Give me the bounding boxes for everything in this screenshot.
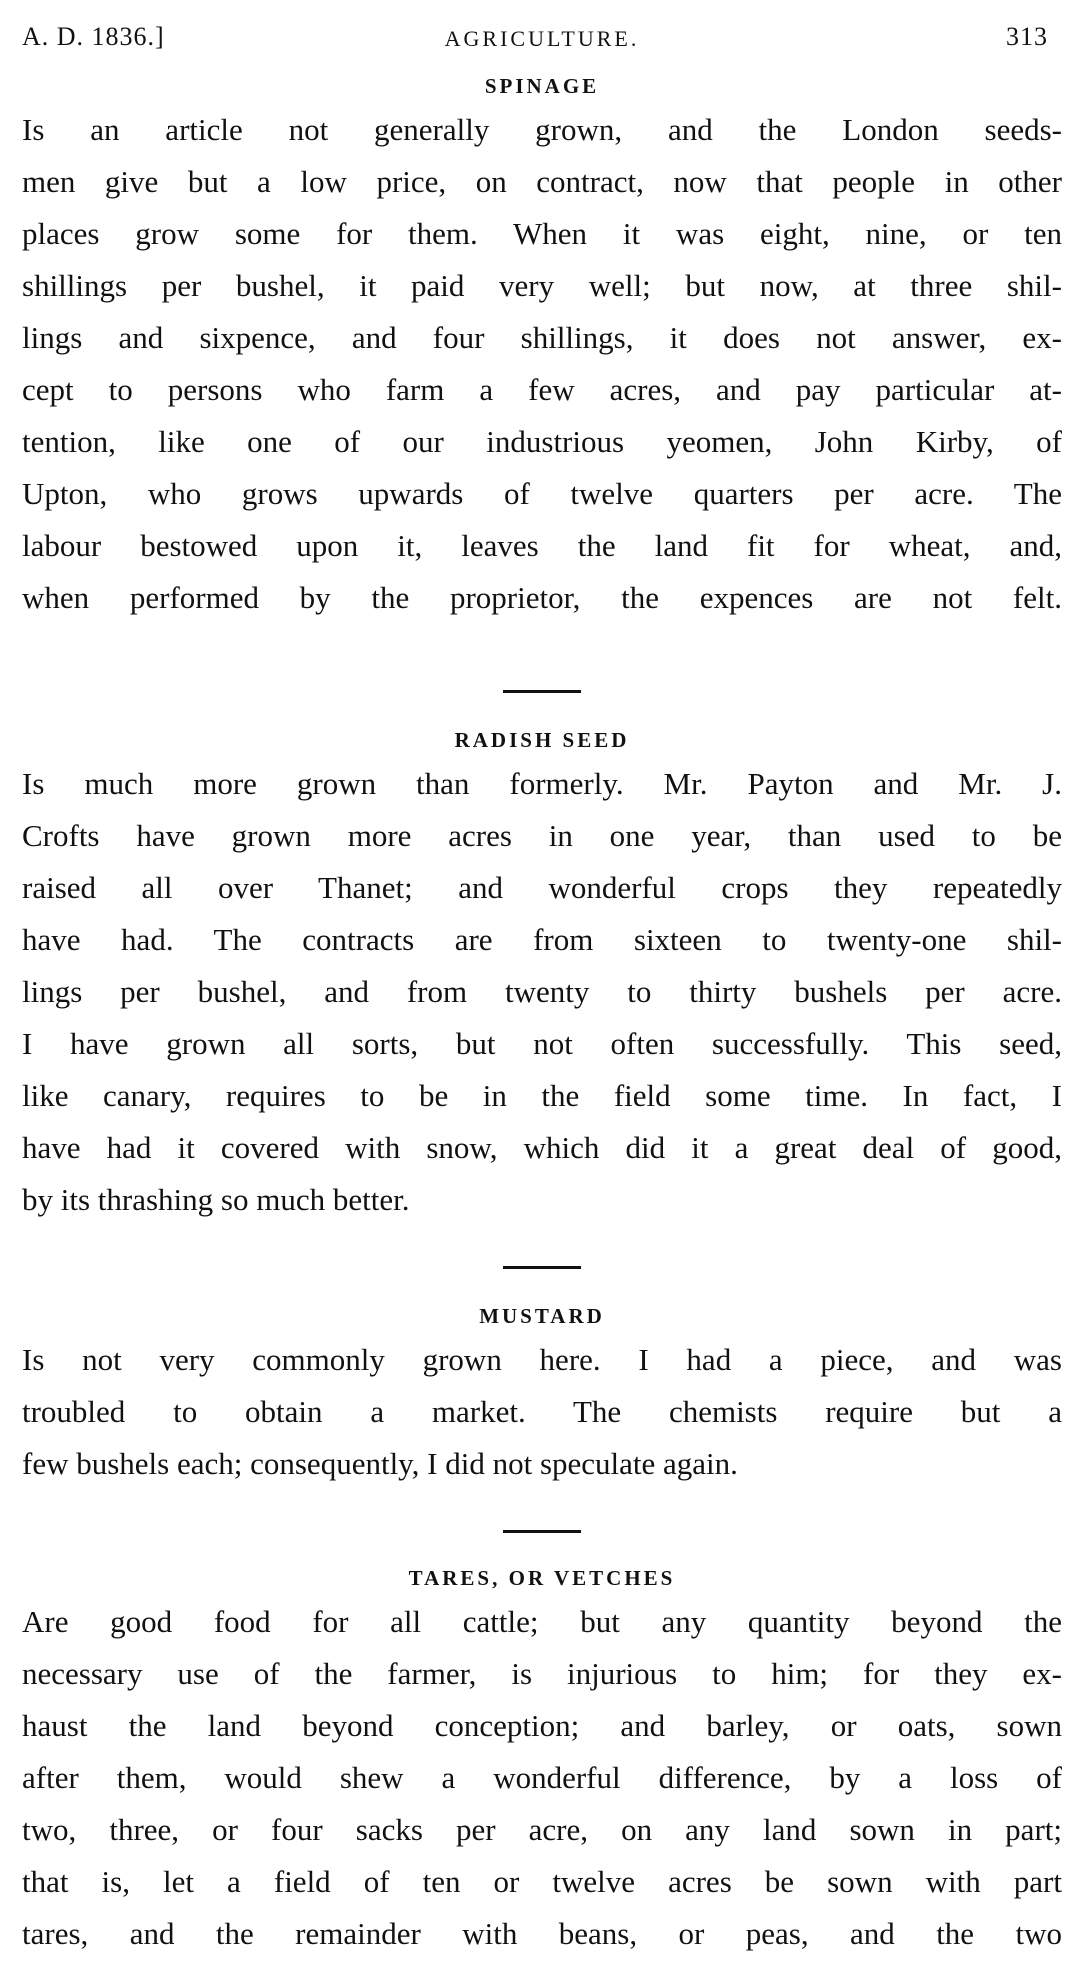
text-line: by its thrashing so much better.: [22, 1182, 410, 1217]
text-line: places grow some for them. When it was eight, nine, or ten: [22, 216, 1062, 251]
section-heading: MUSTARD: [479, 1304, 605, 1328]
divider-rule: [503, 690, 581, 693]
text-line: lings per bushel, and from twenty to thirty bushels per acre.: [22, 974, 1062, 1009]
text-line: haust the land beyond conception; and barley, or oats, sown: [22, 1708, 1062, 1743]
text-line: Is an article not generally grown, and the London seeds-: [22, 112, 1062, 147]
page-number: 313: [1006, 22, 1048, 51]
text-line: tention, like one of our industrious yeomen, John Kirby, of: [22, 424, 1062, 459]
section-divider: [22, 1530, 1062, 1533]
section-tares-vetches: [22, 1560, 1062, 1960]
text-line: after them, would shew a wonderful difference, by a loss of: [22, 1760, 1062, 1795]
text-line: raised all over Thanet; and wonderful crops they repeatedly: [22, 870, 1062, 905]
section-divider: [22, 690, 1062, 693]
text-line: troubled to obtain a market. The chemists require but a: [22, 1394, 1062, 1429]
section-spinage: [22, 68, 1062, 624]
text-line: men give but a low price, on contract, now that people in other: [22, 164, 1062, 199]
text-line: that is, let a field of ten or twelve acres be sown with part: [22, 1864, 1062, 1899]
section-paragraph: [22, 1334, 1062, 1490]
running-head-year: A. D. 1836.]: [22, 22, 165, 51]
section-paragraph: [22, 1596, 1062, 1960]
text-line: shillings per bushel, it paid very well; but now, at three shil-: [22, 268, 1062, 303]
text-line: Is not very commonly grown here. I had a piece, and was: [22, 1342, 1062, 1377]
text-line: cept to persons who farm a few acres, and pay particular at-: [22, 372, 1062, 407]
section-divider: [22, 1266, 1062, 1269]
text-line: labour bestowed upon it, leaves the land fit for wheat, and,: [22, 528, 1062, 563]
text-line: lings and sixpence, and four shillings, it does not answer, ex-: [22, 320, 1062, 355]
book-page: [22, 0, 1062, 1973]
section-heading: RADISH SEED: [454, 728, 630, 752]
divider-rule: [503, 1266, 581, 1269]
text-line: I have grown all sorts, but not often successfully. This seed,: [22, 1026, 1062, 1061]
section-paragraph: [22, 104, 1062, 624]
text-line: have had. The contracts are from sixteen to twenty-one shil-: [22, 922, 1062, 957]
section-heading: SPINAGE: [484, 74, 600, 98]
divider-rule: [503, 1530, 581, 1533]
text-line: few bushels each; consequently, I did not speculate again.: [22, 1446, 738, 1481]
section-heading: TARES, OR VETCHES: [408, 1566, 676, 1590]
text-line: two, three, or four sacks per acre, on any land sown in part;: [22, 1812, 1062, 1847]
text-line: when performed by the proprietor, the expences are not felt.: [22, 580, 1062, 615]
text-line: Crofts have grown more acres in one year, than used to be: [22, 818, 1062, 853]
text-line: have had it covered with snow, which did it a great deal of good,: [22, 1130, 1062, 1165]
text-line: necessary use of the farmer, is injurious to him; for they ex-: [22, 1656, 1062, 1691]
text-line: Is much more grown than formerly. Mr. Payton and Mr. J.: [22, 766, 1062, 801]
running-head-title: AGRICULTURE.: [444, 26, 640, 51]
section-radish-seed: [22, 722, 1062, 1226]
text-line: tares, and the remainder with beans, or peas, and the two: [22, 1916, 1062, 1951]
running-head: [22, 22, 1062, 62]
section-mustard: [22, 1298, 1062, 1490]
text-line: Upton, who grows upwards of twelve quarters per acre. The: [22, 476, 1062, 511]
text-line: Are good food for all cattle; but any quantity beyond the: [22, 1604, 1062, 1639]
text-line: like canary, requires to be in the field some time. In fact, I: [22, 1078, 1062, 1113]
section-paragraph: [22, 758, 1062, 1226]
